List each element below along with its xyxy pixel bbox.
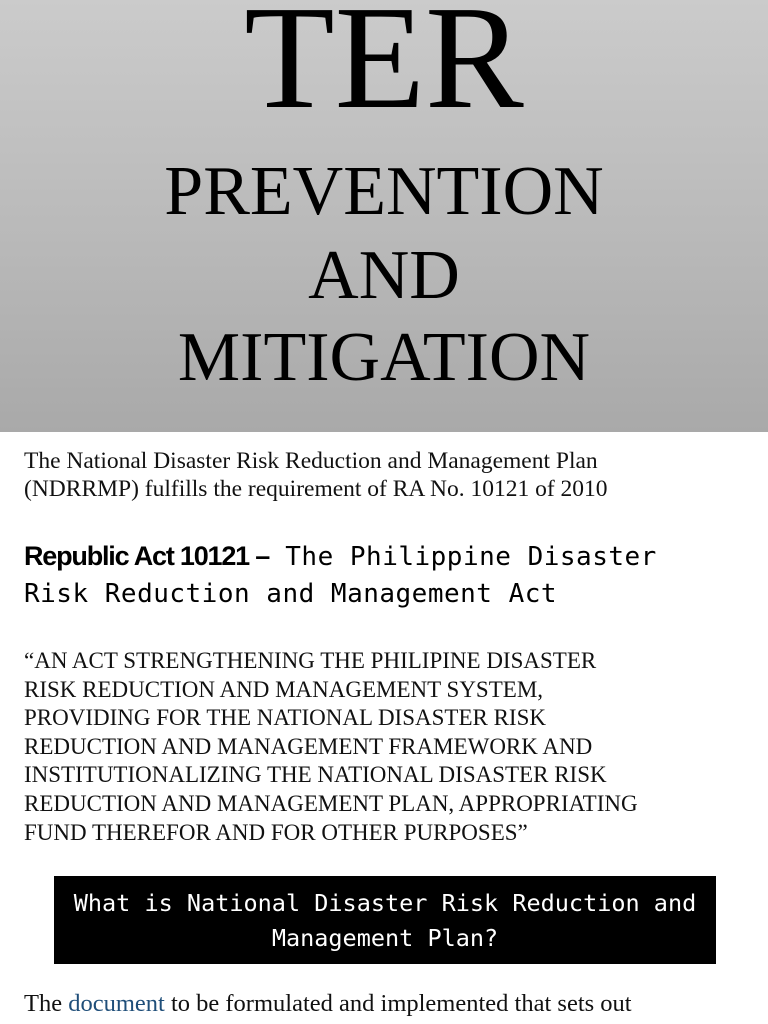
quote-line: REDUCTION AND MANAGEMENT PLAN, APPROPRIATING: [24, 790, 638, 816]
banner-line-and: AND: [308, 237, 460, 314]
bottom-suffix: to be formulated and implemented that sets out: [164, 990, 632, 1017]
banner-line-prevention: PREVENTION: [164, 153, 604, 230]
act-quote: [24, 647, 754, 847]
banner-title-fragment: TER: [244, 0, 524, 140]
intro-line-1: The National Disaster Risk Reduction and Management Plan: [24, 448, 598, 474]
bottom-paragraph: [24, 989, 764, 1019]
quote-line: INSTITUTIONALIZING THE NATIONAL DISASTER RISK: [24, 762, 607, 788]
act-heading: [24, 538, 744, 612]
title-banner: [0, 0, 768, 432]
document-link[interactable]: document: [68, 990, 165, 1017]
act-title-rest: The Philippine Disaster: [269, 542, 657, 572]
quote-line: RISK REDUCTION AND MANAGEMENT SYSTEM,: [24, 676, 544, 702]
intro-line-2: (NDRRMP) fulfills the requirement of RA No. 10121 of 2010: [24, 476, 608, 502]
quote-line: PROVIDING FOR THE NATIONAL DISASTER RISK: [24, 705, 546, 731]
bottom-prefix: The: [24, 990, 69, 1017]
question-callout-box: [54, 876, 716, 964]
quote-line: REDUCTION AND MANAGEMENT FRAMEWORK AND: [24, 733, 593, 759]
callout-line-1: What is National Disaster Risk Reduction and: [73, 889, 697, 917]
quote-line: FUND THEREFOR AND FOR OTHER PURPOSES”: [24, 819, 528, 845]
act-title-bold: Republic Act 10121 –: [24, 541, 270, 571]
quote-line: “AN ACT STRENGTHENING THE PHILIPINE DISASTER: [24, 648, 597, 673]
callout-line-2: Management Plan?: [271, 924, 499, 952]
act-title-line-2: Risk Reduction and Management Act: [24, 579, 558, 609]
banner-line-mitigation: MITIGATION: [177, 319, 591, 396]
intro-paragraph: [24, 447, 744, 503]
